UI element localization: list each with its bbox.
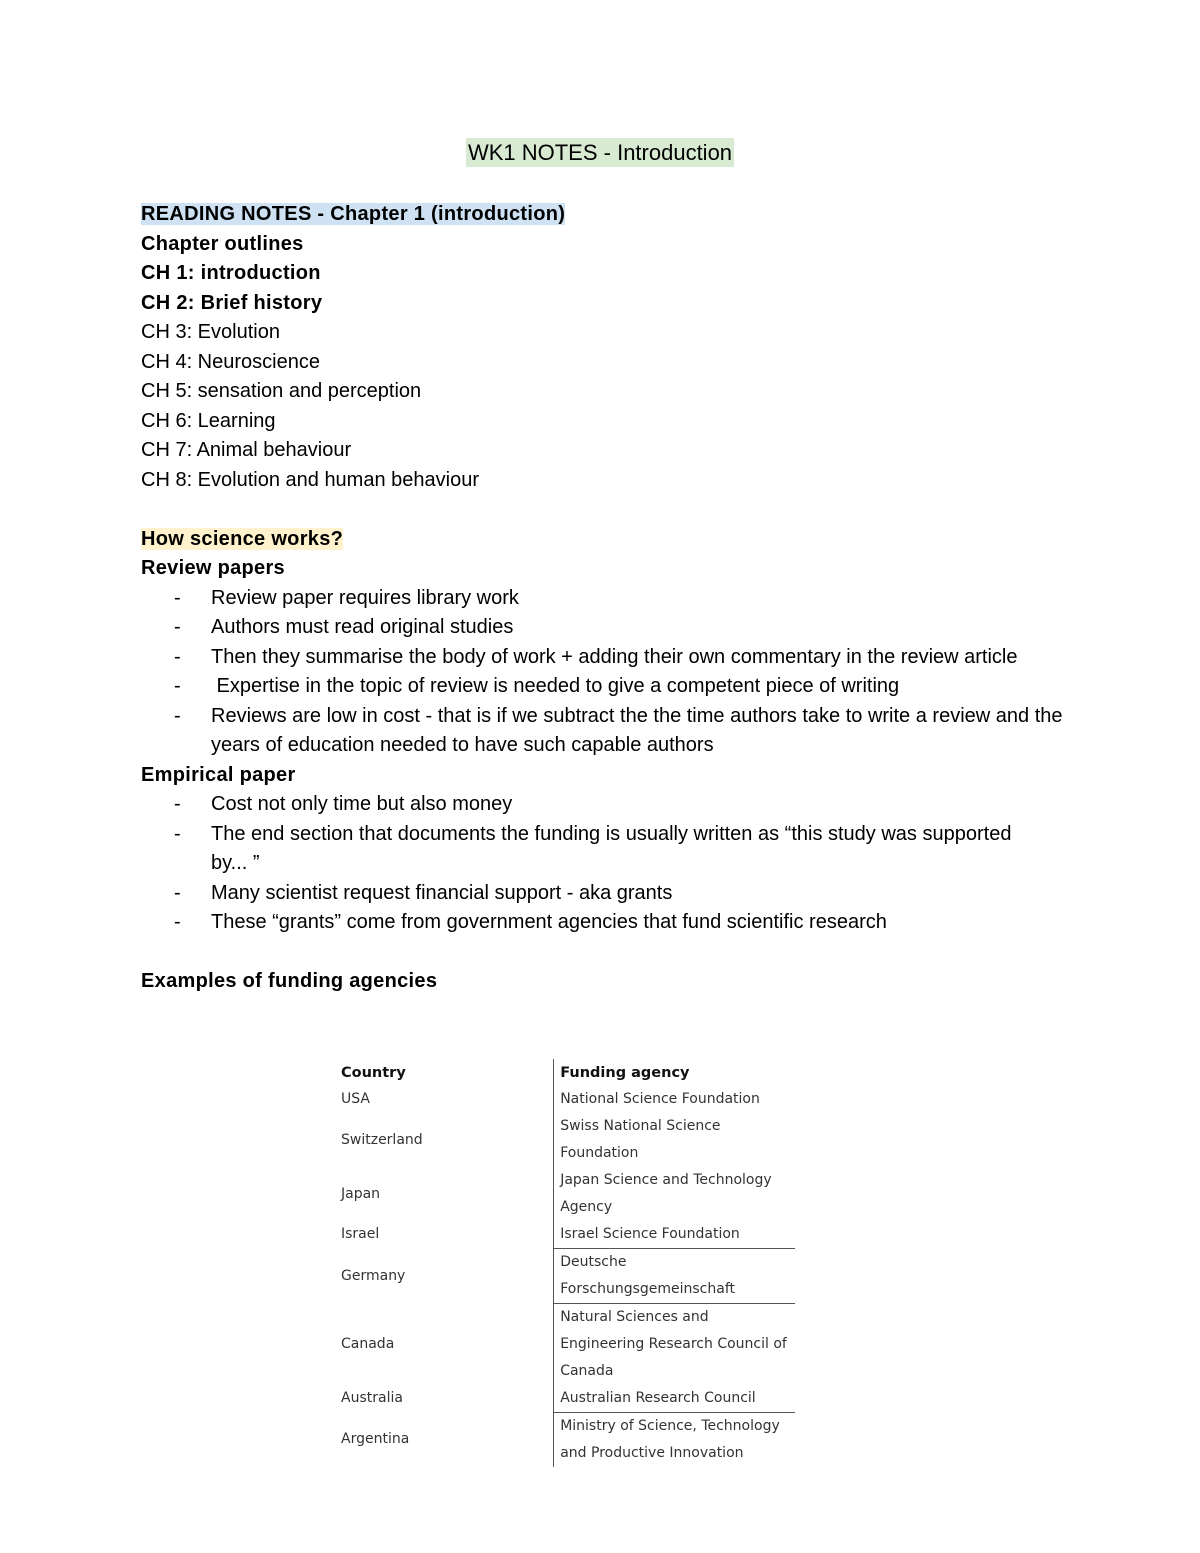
agency-cell: National Science Foundation — [560, 1091, 760, 1107]
chapter-item: CH 1: introduction — [141, 262, 321, 284]
chapter-item: CH 7: Animal behaviour — [141, 439, 352, 461]
list-item-text: Authors must read original studies — [211, 616, 514, 638]
empirical-paper-list — [141, 790, 1081, 938]
bullet-dash: - — [174, 822, 181, 845]
agency-cell: Ministry of Science, Technology and Productive Innovation — [554, 1413, 795, 1468]
country-cell: Israel — [339, 1221, 554, 1249]
bullet-dash: - — [174, 881, 181, 904]
agency-cell: Australian Research Council — [560, 1390, 756, 1406]
bullet-dash: - — [174, 645, 181, 668]
chapter-item: CH 6: Learning — [141, 409, 276, 432]
reading-notes-heading — [141, 200, 1081, 230]
table-row — [339, 1221, 795, 1249]
how-science-works-heading — [141, 525, 1081, 555]
list-item — [141, 820, 1081, 879]
agency-cell: Natural Sciences and Engineering Research Council of Canada — [554, 1304, 795, 1386]
agency-cell: Deutsche Forschungsgemeinschaft — [554, 1249, 795, 1304]
agency-cell: Swiss National Science Foundation — [560, 1118, 721, 1161]
table-row — [339, 1413, 795, 1468]
notes-body — [141, 200, 1081, 997]
chapter-outlines-heading: Chapter outlines — [141, 232, 304, 255]
list-item — [141, 702, 1081, 761]
chapter-item: CH 5: sensation and perception — [141, 380, 422, 402]
bullet-dash: - — [174, 616, 181, 638]
country-cell: USA — [339, 1086, 554, 1113]
country-cell: Canada — [339, 1304, 554, 1386]
list-item-text: Expertise in the topic of review is needed to give a competent piece of writing — [211, 675, 900, 697]
table-row — [339, 1304, 795, 1386]
list-item — [141, 643, 1081, 673]
table-row — [339, 1113, 795, 1167]
list-item — [141, 879, 1081, 909]
country-cell: Germany — [339, 1249, 554, 1304]
funding-agencies-table-image — [339, 1059, 795, 1467]
funding-agencies-heading: Examples of funding agencies — [141, 970, 438, 992]
review-papers-heading: Review papers — [141, 557, 285, 579]
reading-notes-heading-text: READING NOTES - Chapter 1 (introduction) — [141, 203, 566, 225]
bullet-dash: - — [174, 911, 181, 933]
list-item-text: These “grants” come from government agencies that fund scientific research — [211, 911, 887, 933]
list-item — [141, 613, 1081, 643]
chapter-item: CH 2: Brief history — [141, 291, 323, 314]
bullet-dash: - — [174, 793, 181, 815]
funding-agencies-table — [339, 1059, 795, 1467]
list-item-text: The end section that documents the funding is usually written as “this study was supported by... ” — [211, 822, 1012, 874]
page-title-row — [0, 140, 1200, 166]
list-item-text: Review paper requires library work — [211, 586, 519, 609]
country-cell: Japan — [339, 1167, 554, 1221]
list-item — [141, 584, 1081, 614]
list-item — [141, 790, 1081, 820]
list-item-text: Cost not only time but also money — [211, 793, 513, 815]
table-row — [339, 1385, 795, 1413]
country-cell: Argentina — [339, 1413, 554, 1468]
table-header-row — [339, 1059, 795, 1086]
page-title: WK1 NOTES - Introduction — [467, 140, 733, 165]
list-item-text: Many scientist request financial support - aka grants — [211, 881, 673, 904]
how-science-works-heading-text: How science works? — [141, 527, 344, 550]
column-header-country: Country — [339, 1059, 554, 1086]
column-header-agency: Funding agency — [560, 1064, 690, 1081]
table-row — [339, 1167, 795, 1221]
table-row — [339, 1249, 795, 1304]
list-item-text: Reviews are low in cost - that is if we subtract the the time authors take to write a review and the years of education needed to have such capable authors — [211, 704, 1063, 756]
bullet-dash: - — [174, 704, 181, 727]
spacer — [141, 495, 1081, 525]
bullet-dash: - — [174, 586, 181, 609]
chapter-item: CH 8: Evolution and human behaviour — [141, 468, 479, 491]
country-cell: Switzerland — [339, 1113, 554, 1167]
chapter-item: CH 3: Evolution — [141, 321, 280, 343]
agency-cell: Israel Science Foundation — [560, 1226, 740, 1242]
review-papers-list — [141, 584, 1081, 761]
agency-cell: Japan Science and Technology Agency — [560, 1172, 772, 1215]
empirical-paper-heading: Empirical paper — [141, 763, 296, 786]
table-row — [339, 1086, 795, 1113]
chapter-item: CH 4: Neuroscience — [141, 350, 320, 373]
list-item — [141, 908, 1081, 938]
list-item-text: Then they summarise the body of work + adding their own commentary in the review article — [211, 645, 1018, 668]
bullet-dash: - — [174, 675, 181, 697]
spacer — [141, 938, 1081, 968]
country-cell: Australia — [339, 1385, 554, 1413]
list-item — [141, 672, 1081, 702]
